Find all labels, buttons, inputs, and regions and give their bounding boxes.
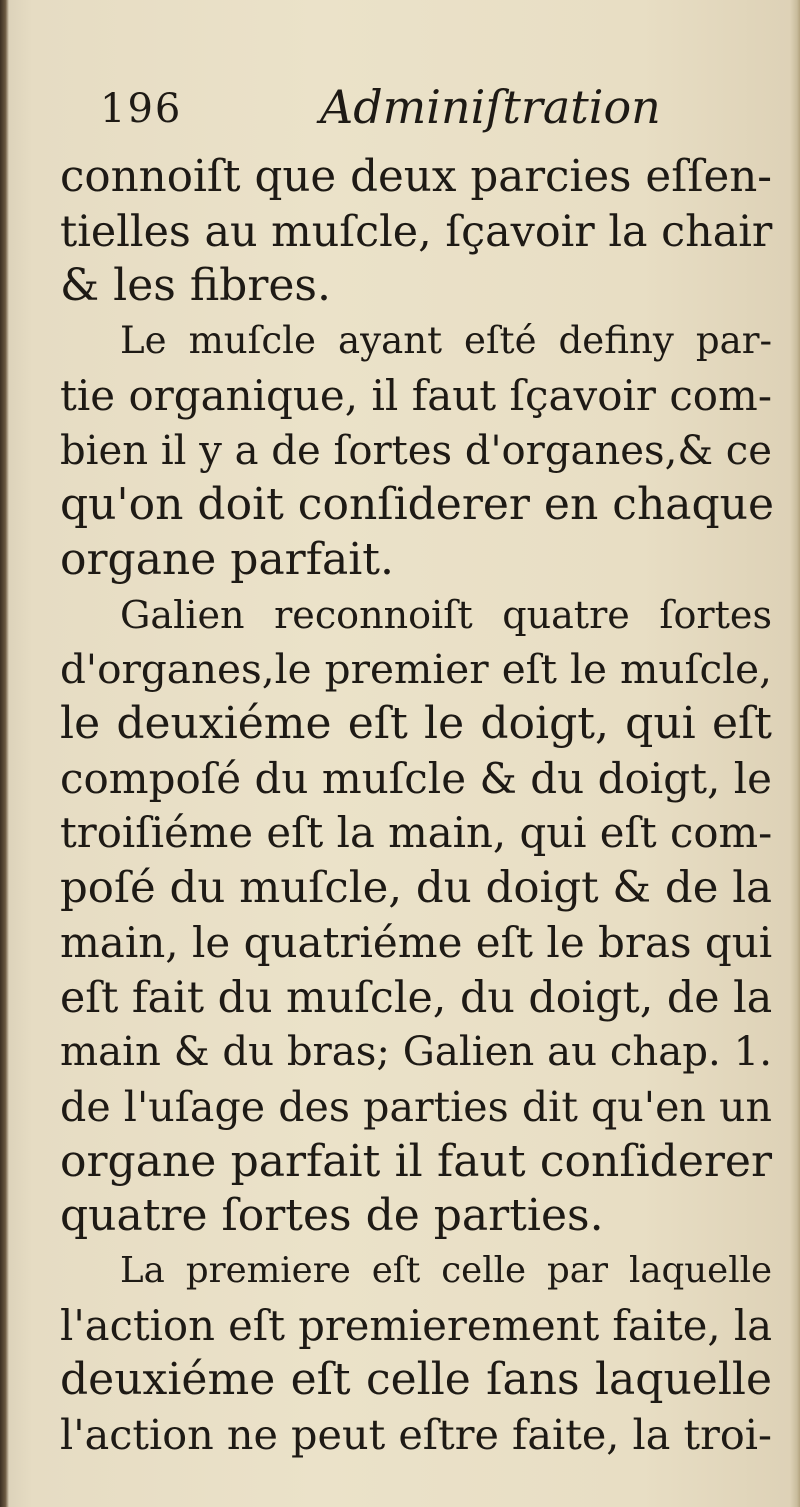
paragraph — [60, 588, 772, 1244]
text-line: organe parfait il faut conſiderer — [60, 1135, 772, 1187]
text-line: tie organique, il faut ſçavoir com- — [60, 370, 772, 420]
text-line: qu'on doit conſiderer en chaque — [60, 479, 775, 531]
running-title: Adminiſtration — [320, 80, 661, 134]
paragraph — [60, 314, 775, 588]
text-line: main & du bras; Galien au chap. 1. — [60, 1029, 772, 1076]
text-line: Galien reconnoiſt quatre ſortes — [120, 592, 772, 637]
binding-shadow — [0, 0, 9, 1507]
text-line: de l'uſage des parties dit qu'en un — [60, 1082, 772, 1131]
text-line: l'action eſt premierement faite, la — [60, 1300, 773, 1350]
page-header — [62, 80, 762, 156]
text-line: le deuxiéme eſt le doigt, qui eſt — [60, 698, 772, 750]
paragraph — [60, 150, 772, 314]
text-line: connoiſt que deux parcies eſſen- — [60, 152, 772, 202]
text-line: La premiere eſt celle par laquelle — [120, 1250, 772, 1292]
text-line: troiſiéme eſt la main, qui eſt com- — [60, 808, 773, 858]
text-line: main, le quatriéme eſt le bras qui — [60, 917, 773, 967]
text-line: eſt fait du muſcle, du doigt, de la — [60, 972, 773, 1023]
paragraph — [60, 1244, 772, 1463]
text-line: organe parfait. — [60, 533, 394, 585]
text-line: deuxiéme eſt celle ſans laquelle — [60, 1354, 772, 1406]
text-line: poſé du muſcle, du doigt & de la — [60, 863, 773, 914]
text-line: tielles au muſcle, ſçavoir la chair — [60, 206, 773, 257]
page-edge — [790, 0, 800, 1507]
text-line: d'organes,le premier eſt le muſcle, — [60, 645, 772, 694]
text-line: l'action ne peut eſtre faite, la troi- — [60, 1411, 772, 1460]
text-line: compoſé du muſcle & du doigt, le — [60, 753, 772, 803]
text-line: & les fibres. — [60, 260, 331, 312]
text-line: quatre ſortes de parties. — [60, 1190, 604, 1242]
text-line: Le muſcle ayant eſté definy par- — [120, 319, 772, 363]
page-number: 196 — [100, 86, 183, 132]
body-text — [60, 150, 775, 1463]
text-line: bien il y a de ſortes d'organes,& ce — [60, 427, 772, 474]
